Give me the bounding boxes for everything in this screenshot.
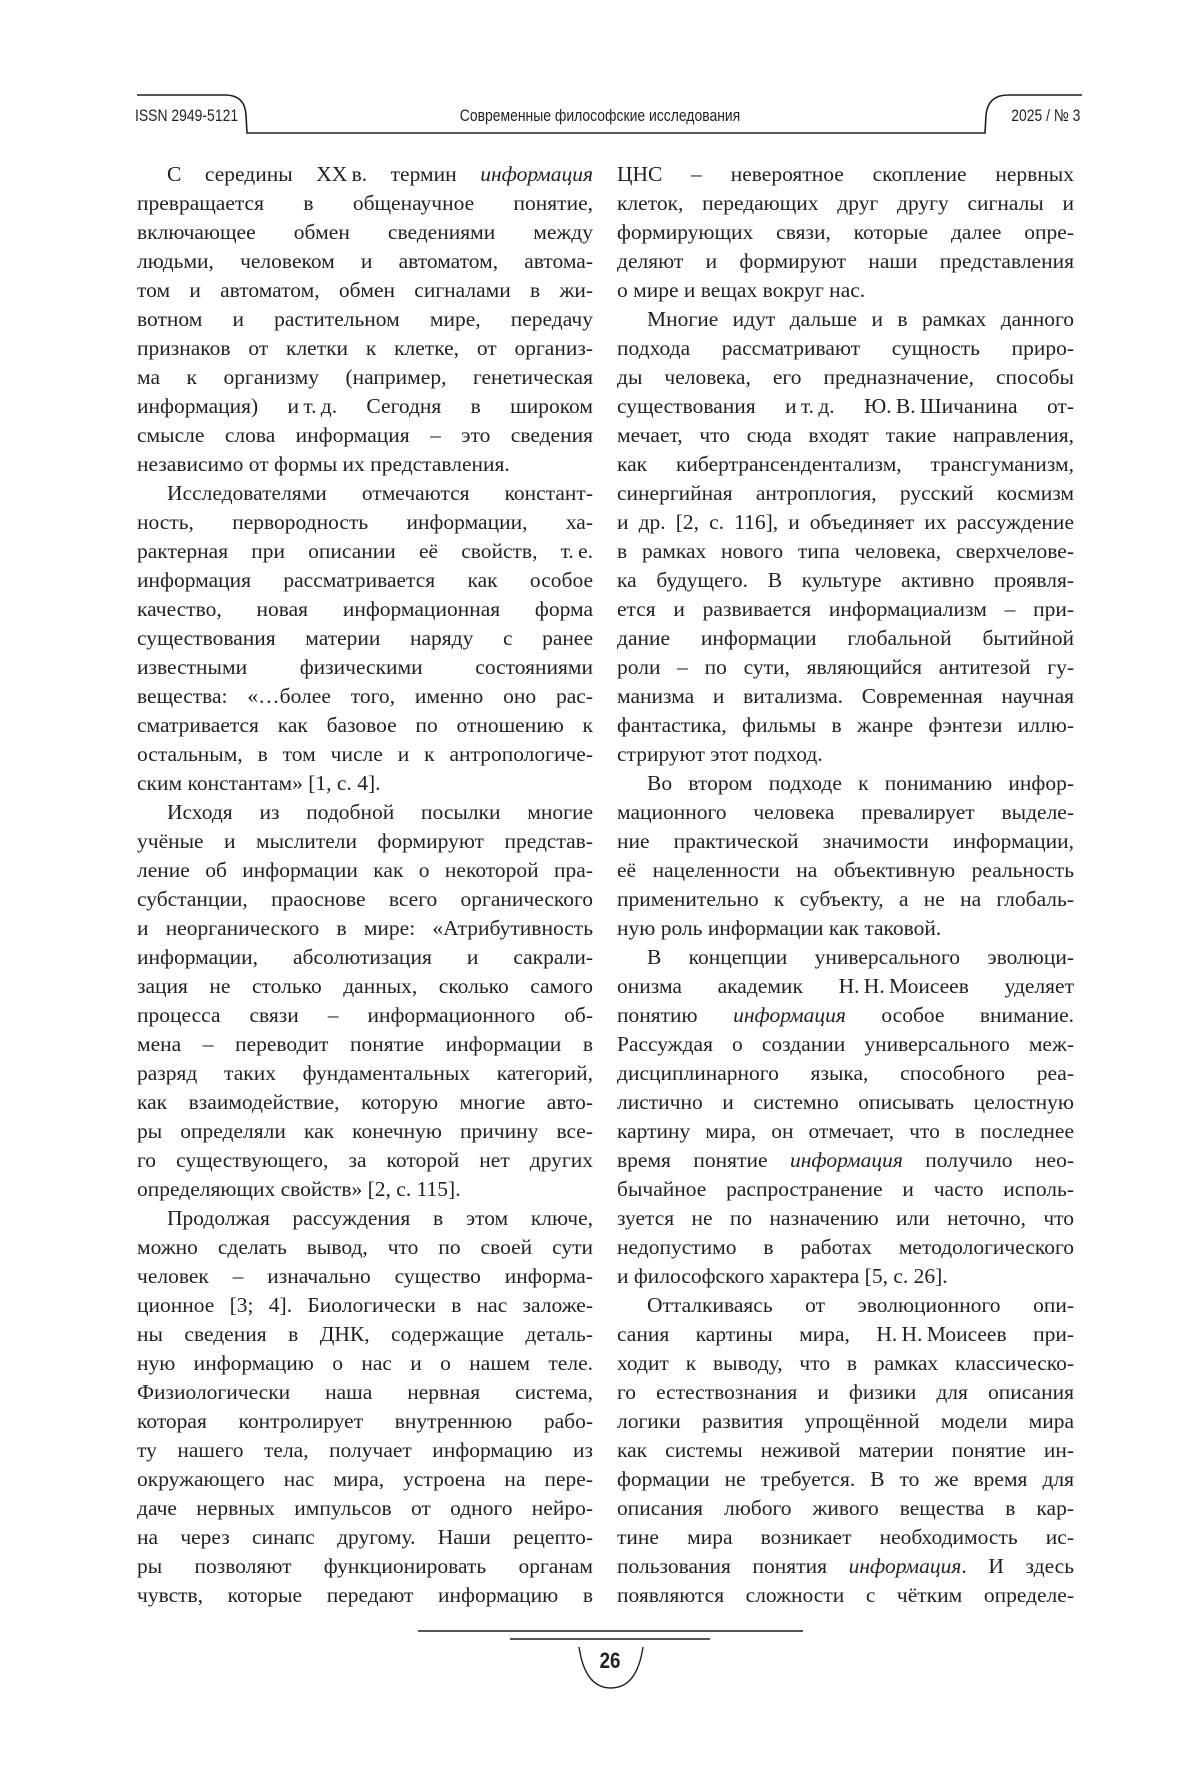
italic-term: информация <box>849 1554 962 1578</box>
text-line: ма к организму (например, генетическая <box>137 363 593 392</box>
text-line: и неорганического в мире: «Атрибутивность <box>137 914 593 943</box>
text-line: существования материи наряду с ранее <box>137 624 593 653</box>
paragraph <box>617 943 1074 1291</box>
text-line: качество, новая информационная форма <box>137 595 593 624</box>
text-line: ры определяли как конечную причину все- <box>137 1117 593 1146</box>
text-line: человек – изначально существо информа- <box>137 1262 593 1291</box>
text-line: описания любого живого вещества в кар- <box>617 1494 1074 1523</box>
text-line: известными физическими состояниями <box>137 653 593 682</box>
text-line: разряд таких фундаментальных категорий, <box>137 1059 593 1088</box>
paragraph <box>137 1204 593 1610</box>
text-line: Продолжая рассуждения в этом ключе, <box>137 1204 593 1233</box>
text-line <box>617 1552 1074 1581</box>
italic-term: информация <box>733 1003 846 1027</box>
paragraph <box>137 798 593 1204</box>
text-segment: понятию <box>617 1003 733 1027</box>
text-line: превращается в общенаучное понятие, <box>137 189 593 218</box>
text-line: как взаимодействие, которую многие авто- <box>137 1088 593 1117</box>
text-line: подхода рассматривают сущность приро- <box>617 334 1074 363</box>
text-segment: особое внимание. <box>846 1003 1074 1027</box>
text-line: ние практической значимости информации, <box>617 827 1074 856</box>
text-line: смысле слова информация – это сведения <box>137 421 593 450</box>
text-line: людьми, человеком и автоматом, автома- <box>137 247 593 276</box>
text-line: мечает, что сюда входят такие направления, <box>617 421 1074 450</box>
text-line: ры позволяют функционировать органам <box>137 1552 593 1581</box>
text-line: бычайное распространение и часто исполь- <box>617 1175 1074 1204</box>
text-column-right <box>617 160 1074 1610</box>
text-line: и др. [2, с. 116], и объединяет их рассуждение <box>617 508 1074 537</box>
text-line: информации, абсолютизация и сакрали- <box>137 943 593 972</box>
text-line: го существующего, за которой нет других <box>137 1146 593 1175</box>
text-line <box>617 1146 1074 1175</box>
text-line: ским константам» [1, с. 4]. <box>137 769 593 798</box>
text-segment: С середины XX в. термин <box>167 162 480 186</box>
text-line: мационного человека превалирует выделе- <box>617 798 1074 827</box>
text-line: можно сделать вывод, что по своей сути <box>137 1233 593 1262</box>
text-line: ционное [3; 4]. Биологически в нас заложе- <box>137 1291 593 1320</box>
text-line: Во втором подходе к пониманию инфор- <box>617 769 1074 798</box>
text-line: деляют и формируют наши представления <box>617 247 1074 276</box>
text-line: стрируют этот подход. <box>617 740 1074 769</box>
text-line: признаков от клетки к клетке, от организ- <box>137 334 593 363</box>
text-line: клеток, передающих друг другу сигналы и <box>617 189 1074 218</box>
text-line: и философского характера [5, с. 26]. <box>617 1262 1074 1291</box>
text-line: дисциплинарного языка, способного реа- <box>617 1059 1074 1088</box>
text-line: тине мира возникает необходимость ис- <box>617 1523 1074 1552</box>
paragraph <box>137 479 593 798</box>
text-line: ную роль информации как таковой. <box>617 914 1074 943</box>
text-line: ление об информации как о некоторой пра- <box>137 856 593 885</box>
text-line <box>617 1001 1074 1030</box>
text-line: Исследователями отмечаются констант- <box>137 479 593 508</box>
issn-label: ISSN 2949-5121 <box>135 106 238 126</box>
text-line <box>137 160 593 189</box>
text-line: листично и системно описывать целостную <box>617 1088 1074 1117</box>
text-line: ходит к выводу, что в рамках классическо- <box>617 1349 1074 1378</box>
running-header-frame <box>0 0 1200 150</box>
text-line: определяющих свойств» [2, с. 115]. <box>137 1175 593 1204</box>
text-segment: время понятие <box>617 1148 790 1172</box>
text-segment: получило нео- <box>903 1148 1074 1172</box>
text-line: роли – по сути, являющийся антитезой гу- <box>617 653 1074 682</box>
text-line: на через синапс другому. Наши рецепто- <box>137 1523 593 1552</box>
text-line: ется и развивается информациализм – при- <box>617 595 1074 624</box>
paragraph <box>617 769 1074 943</box>
text-line: ную информацию о нас и о нашем теле. <box>137 1349 593 1378</box>
paragraph <box>617 160 1074 305</box>
text-line: как системы неживой материи понятие ин- <box>617 1436 1074 1465</box>
text-line: как кибертрансендентализм, трансгуманизм, <box>617 450 1074 479</box>
text-line: онизма академик Н. Н. Моисеев уделяет <box>617 972 1074 1001</box>
text-line: о мире и вещах вокруг нас. <box>617 276 1074 305</box>
text-line: ту нашего тела, получает информацию из <box>137 1436 593 1465</box>
text-line: Физиологически наша нервная система, <box>137 1378 593 1407</box>
text-line: её нацеленности на объективную реальность <box>617 856 1074 885</box>
text-line: ка будущего. В культуре активно проявля- <box>617 566 1074 595</box>
journal-title: Современные философские исследования <box>460 106 740 126</box>
text-line: учёные и мыслители формируют представ- <box>137 827 593 856</box>
text-line: Исходя из подобной посылки многие <box>137 798 593 827</box>
paragraph <box>137 160 593 479</box>
text-line: включающее обмен сведениями между <box>137 218 593 247</box>
text-line: манизма и витализма. Современная научная <box>617 682 1074 711</box>
text-line: недопустимо в работах методологического <box>617 1233 1074 1262</box>
text-line: Отталкиваясь от эволюционного опи- <box>617 1291 1074 1320</box>
text-line: субстанции, праоснове всего органического <box>137 885 593 914</box>
text-line: информация рассматривается как особое <box>137 566 593 595</box>
text-line: дание информации глобальной бытийной <box>617 624 1074 653</box>
text-line: остальным, в том числе и к антропологиче- <box>137 740 593 769</box>
text-line: зация не столько данных, сколько самого <box>137 972 593 1001</box>
text-line: чувств, которые передают информацию в <box>137 1581 593 1610</box>
text-segment: . И здесь <box>961 1554 1074 1578</box>
text-line: го естествознания и физики для описания <box>617 1378 1074 1407</box>
italic-term: информация <box>480 162 593 186</box>
text-line: фантастика, фильмы в жанре фэнтези иллю- <box>617 711 1074 740</box>
text-line: формирующих связи, которые далее опре- <box>617 218 1074 247</box>
text-line: процесса связи – информационного об- <box>137 1001 593 1030</box>
text-line: Рассуждая о создании универсального меж- <box>617 1030 1074 1059</box>
text-line: даче нервных импульсов от одного нейро- <box>137 1494 593 1523</box>
text-line: ды человека, его предназначение, способы <box>617 363 1074 392</box>
text-line: вотном и растительном мире, передачу <box>137 305 593 334</box>
text-line: синергийная антроплогия, русский космизм <box>617 479 1074 508</box>
text-line: ность, первородность информации, ха- <box>137 508 593 537</box>
paragraph <box>617 305 1074 769</box>
text-line: применительно к субъекту, а не на глобаль- <box>617 885 1074 914</box>
text-line: появляются сложности с чётким определе- <box>617 1581 1074 1610</box>
text-line: сматривается как базовое по отношению к <box>137 711 593 740</box>
paragraph <box>617 1291 1074 1610</box>
text-line: зуется не по назначению или неточно, что <box>617 1204 1074 1233</box>
text-line: сания картины мира, Н. Н. Моисеев при- <box>617 1320 1074 1349</box>
text-line: которая контролирует внутреннюю рабо- <box>137 1407 593 1436</box>
page-number: 26 <box>593 1648 627 1674</box>
text-line: независимо от формы их представления. <box>137 450 593 479</box>
text-line: информация) и т. д. Сегодня в широком <box>137 392 593 421</box>
text-line: существования и т. д. Ю. В. Шичанина от- <box>617 392 1074 421</box>
text-segment: пользования понятия <box>617 1554 849 1578</box>
issue-label: 2025 / № 3 <box>1011 106 1080 126</box>
text-line: вещества: «…более того, именно оно рас- <box>137 682 593 711</box>
text-line: в рамках нового типа человека, сверхчелове- <box>617 537 1074 566</box>
text-line: логики развития упрощённой модели мира <box>617 1407 1074 1436</box>
text-line: Многие идут дальше и в рамках данного <box>617 305 1074 334</box>
text-line: мена – переводит понятие информации в <box>137 1030 593 1059</box>
text-line: ЦНС – невероятное скопление нервных <box>617 160 1074 189</box>
text-line: картину мира, он отмечает, что в последнее <box>617 1117 1074 1146</box>
text-line: ны сведения в ДНК, содержащие деталь- <box>137 1320 593 1349</box>
text-line: формации не требуется. В то же время для <box>617 1465 1074 1494</box>
text-line: том и автоматом, обмен сигналами в жи- <box>137 276 593 305</box>
text-line: рактерная при описании её свойств, т. е. <box>137 537 593 566</box>
italic-term: информация <box>790 1148 903 1172</box>
text-line: окружающего нас мира, устроена на пере- <box>137 1465 593 1494</box>
text-column-left <box>137 160 593 1610</box>
text-line: В концепции универсального эволюци- <box>617 943 1074 972</box>
